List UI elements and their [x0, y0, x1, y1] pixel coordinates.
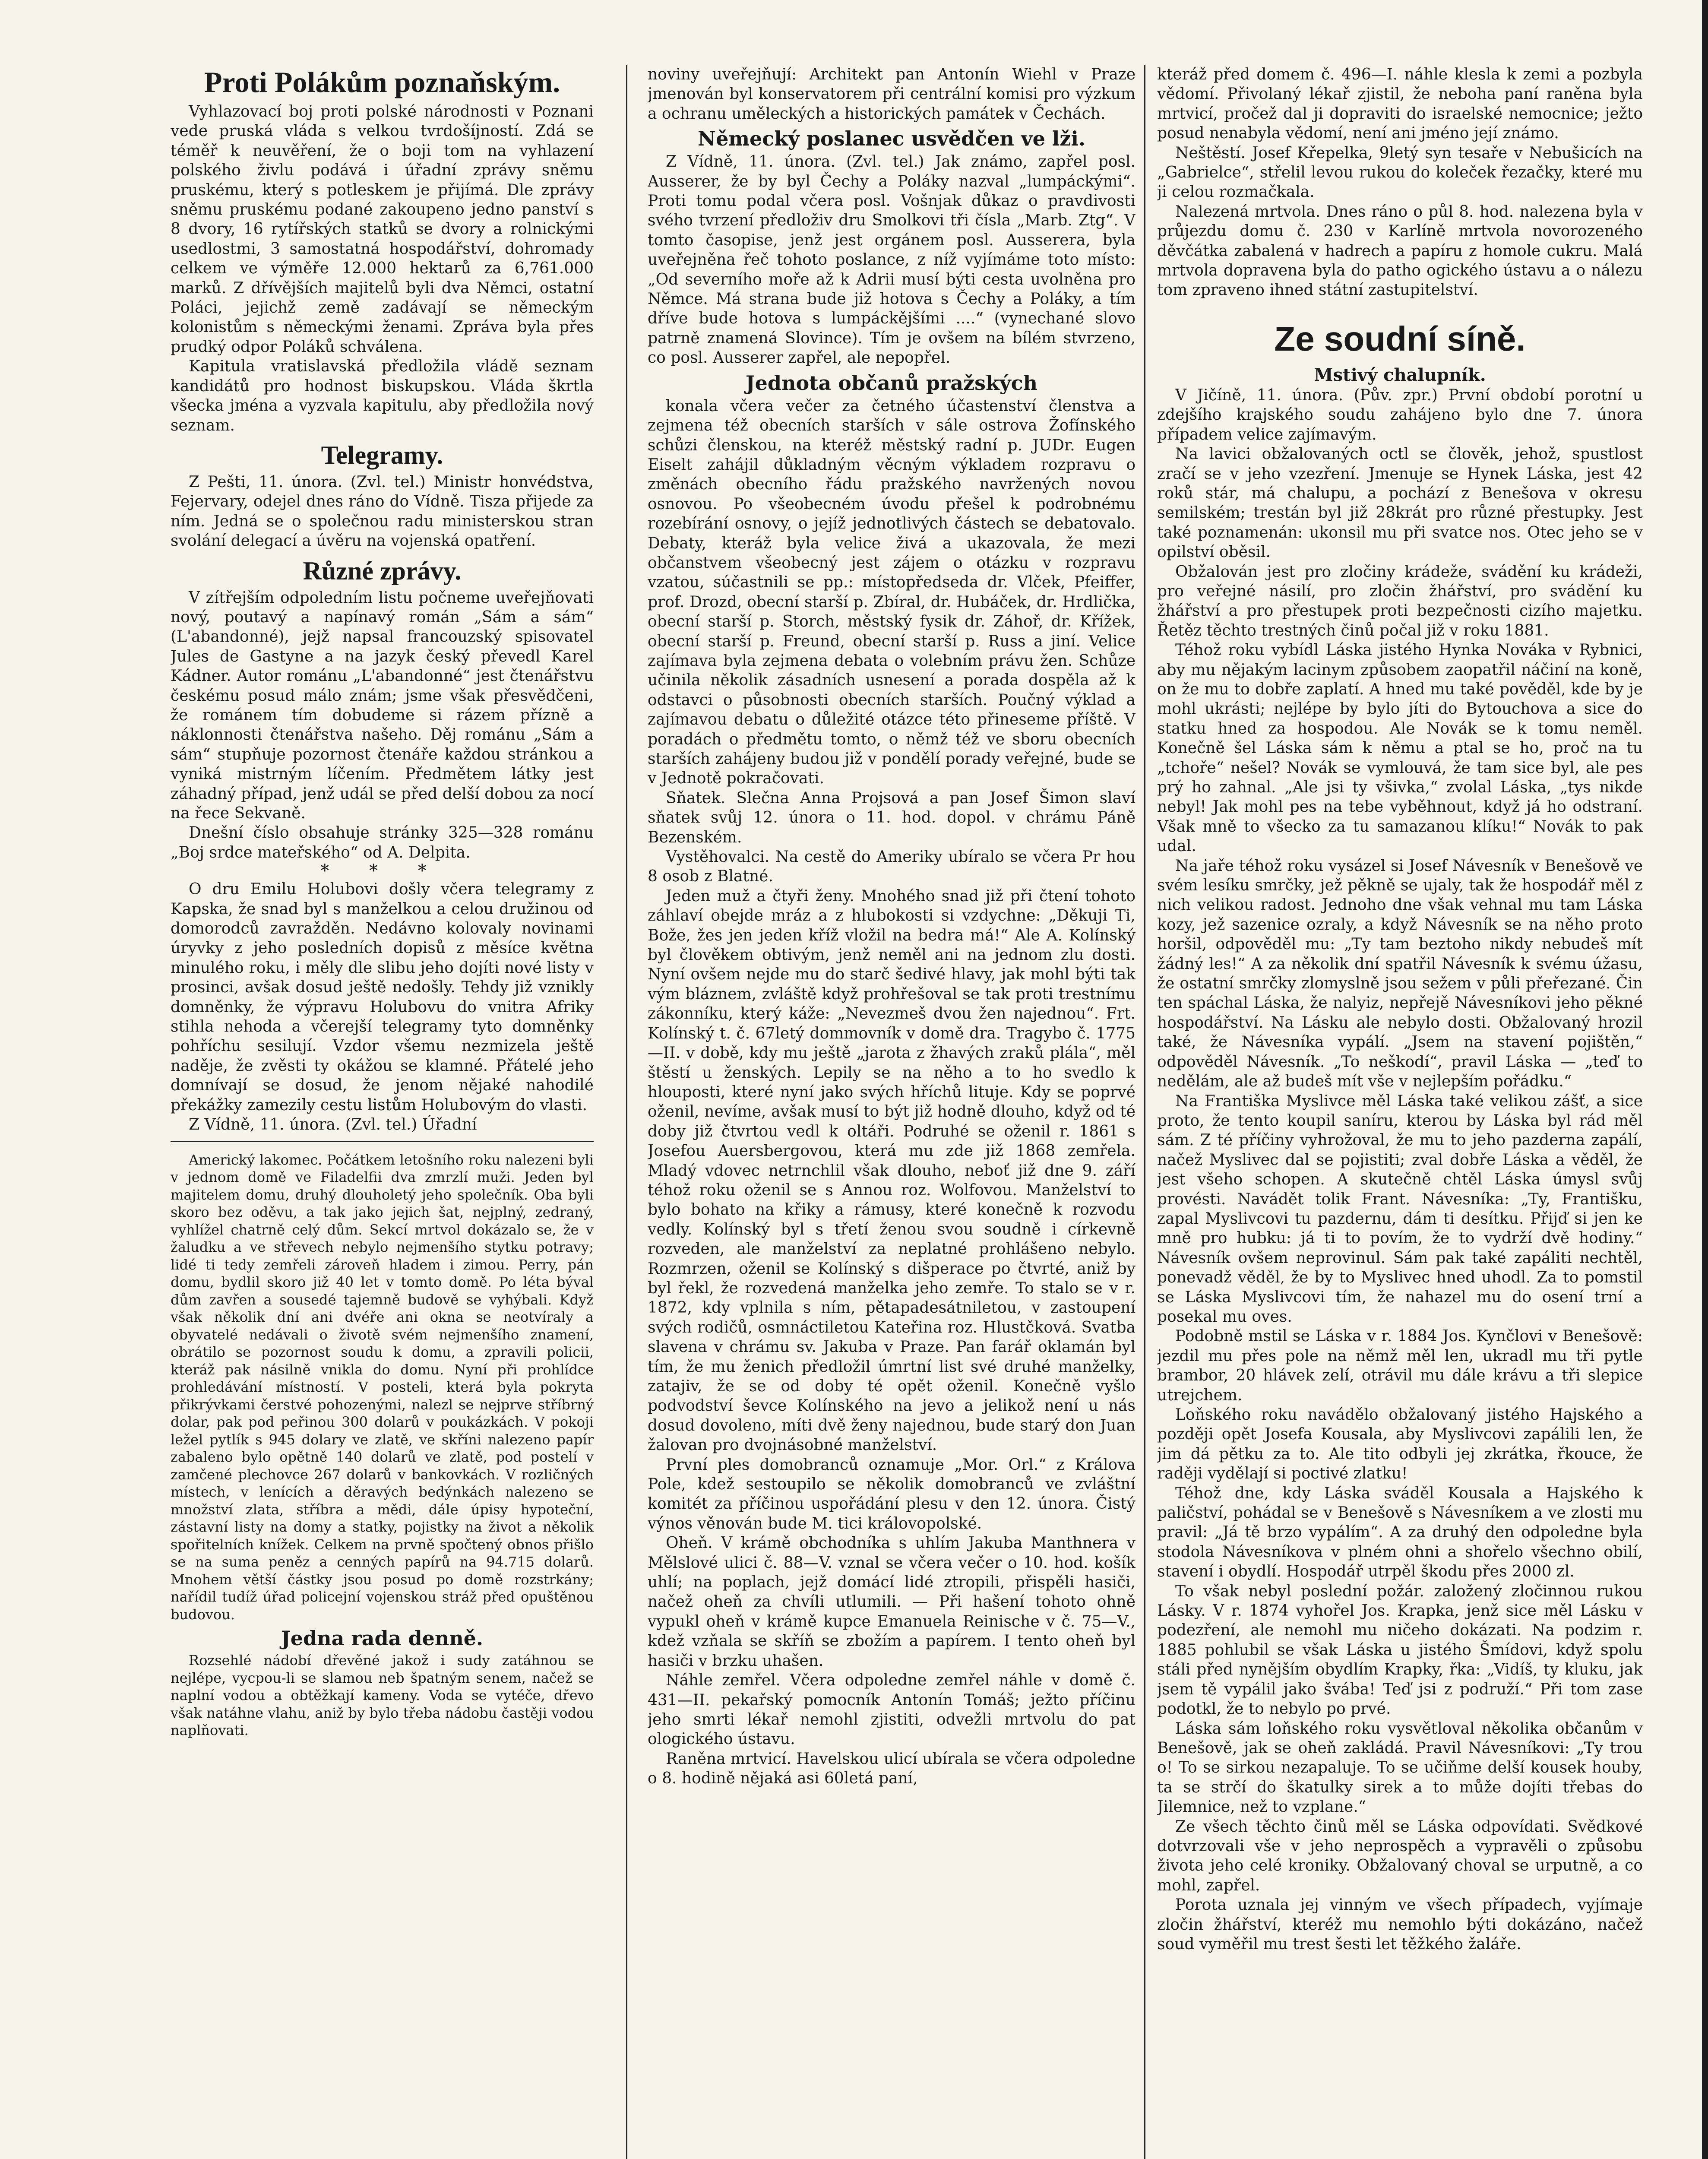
article-paragraph: Na Františka Myslivce měl Láska také velikou zášť, a sice proto, že tento koupil saníru, kterou by Láska byl rád měl sám. Z té příčiny vyhrožoval, že mu to jeho pazderna zapálí, načež Myslivec dal se pojistiti; zval dobře Láska a věděl, že jest všeho schopen. A skutečně chtěl Láska úmysl svůj provésti. Navádět tolik Frant. Návesníka: „Ty, Františku, zapal Myslivcovi tu pazdernu, dám ti desítku. Přijď si jen ke mně pro hubku: já ti to povím, že to vydrží dvě hodiny.“ Návesník ovšem neprovinul. Sám pak také zapáliti nechtěl, ponevadž věděl, že by to Myslivec hned uhodl. Za to pomstil se Láska Myslivcovi tím, že nahazel mu do osení trní a posekal mu oves.: [1157, 1092, 1643, 1326]
scan-edge: [1702, 0, 1708, 2159]
article-paragraph: Dnešní číslo obsahuje stránky 325—328 románu „Boj srdce mateřského“ od A. Delpita.: [171, 824, 594, 861]
article-paragraph: Vyhlazovací boj proti polské národnosti v Poznani vede pruská vláda s velkou tvrdošíjností. Zdá se téměř k neuvěření, že o boji tom na vyhlazení polského živlu podává i úřadní zprávy sněmu pruskému, který s potleskem je přijímá. Dle zprávy sněmu pruskému podané zakoupeno jedno panství s 8 dvory, 16 rytířských statků se dvory a rolnickými usedlostmi, 3 samostatná hospodářství, dohromady celkem ve výměře 12.000 hektarů za 6,761.000 marků. Z dřívějších majitelů byli dva Němci, ostatní Poláci, jejichž země zadávají se německým kolonistům s německými ženami. Zpráva byla přes prudký odpor Poláků schválena.: [171, 103, 594, 356]
article-paragraph: O dru Emilu Holubovi došly včera telegramy z Kapska, že snad byl s manželkou a celou družinou od domorodců zavražděn. Nedávno kolovaly novinami úryvky z jeho posledních dopisů z měsíce května minulého roku, i měly dle slibu jeho dojíti nové listy v prosinci, avšak dosud ještě nedošly. Tehdy již vznikly domněnky, že výpravu Holubovu do vnitra Afriky stihla nehoda a včerejší telegramy tyto domněnky pohříchu sesilují. Vzdor všemu nezmizela ještě naděje, že zvěsti ty okážou se klamné. Přátelé jeho domnívají se dosud, že jenom nějaké nahodilé překážky zamezily cestu listům Holubovým do vlasti.: [171, 880, 594, 1114]
article-paragraph: Na jaře téhož roku vysázel si Josef Návesník v Benešově ve svém lesíku smrčky, jež pěkně se ujaly, tak že hospodář měl z nich velikou radost. Jednoho dne však vehnal mu tam Láska kozy, jež sazenice ozraly, a když Návesník se na něho proto horšil, odpověděl mu: „Ty tam beztoho nikdy nebudeš mít žádný les!“ A za několik dní spatřil Návesník k svému úžasu, že ostatní smrčky zlomyslně jsou sežem v půli přeřezané. Čin ten spáchal Láska, že nalyiz, nepřejě Návesníkovi jeho pěkné hospodářství. Na Lásku ale nebylo dosti. Obžalovaný hrozil také, že Návesníka vypálí. „Jsem na stavení pojištěn,“ odpověděl Návesník. „To neškodí“, pravil Láska — „teď to nedělám, ale až budeš mít vše v nejlepším pořádku.“: [1157, 857, 1643, 1091]
column-middle: [648, 65, 1136, 2159]
column-right: [1157, 65, 1643, 2159]
article-paragraph: Oheň. V krámě obchodníka s uhlím Jakuba Manthnera v Mělslové ulici č. 88—V. vznal se včera večer o 10. hod. košík uhlí; na poplach, jejž domácí lidé ztropili, přispěli hasiči, načež oheň za chvíli utlumili. — Při hašení tohoto ohně vypukl oheň v krámě kupce Emanuela Reinische v č. 75—V., kdež vzňala se skříň se zbožím a papírem. I tento oheň byl hasiči v brzku uhašen.: [648, 1534, 1136, 1670]
article-paragraph: V Jičíně, 11. února. (Pův. zpr.) První období porotní u zdejšího krajského soudu zahájeno bylo dne 7. února případem velice zajímavým.: [1157, 386, 1643, 443]
article-paragraph: Sňatek. Slečna Anna Projsová a pan Josef Šimon slaví sňatek svůj 12. února o 11. hod. dopol. v chrámu Páně Bezenském.: [648, 789, 1136, 846]
article-paragraph: V zítřejším odpoledním listu počneme uveřejňovati nový, poutavý a napínavý román „Sám a sám“ (L'abandonné), jejž napsal francouzský spisovatel Jules de Gastyne a na jazyk český převedl Karel Kádner. Autor románu „L'abandonné“ jest čtenářstvu českému posud málo znám; jsme však přesvědčeni, že románem tím dobudeme si rázem přízně a náklonnosti čtenářstva našeho. Děj románu „Sám a sám“ stupňuje pozornost čtenáře každou stránkou a vyniká mistrným líčením. Předmětem látky jest záhadný případ, jenž udál se před delší dobou za nocí na řece Sekvaně.: [171, 589, 594, 822]
article-paragraph: Jeden muž a čtyři ženy. Mnohého snad již při čtení tohoto záhlaví obejde mráz a z hlubokosti si vzdychne: „Děkuji Ti, Bože, žes jen jeden kříž vložil na bedra má!“ Ale A. Kolínský byl člověkem obtivým, jenž neměl ani na jednom zlu dosti. Nyní ovšem nejde mu do starč šedivé hlavy, jak mohl býti tak vým bláznem, zvláště když prohřešoval se tak proti trestnímu zákonníku, který káže: „Nevezmeš dvou žen najednou“. Frt. Kolínský t. č. 67letý dommovník v domě dra. Tragybo č. 1775—II. v době, kdy mu ještě „jarota z žhavých zraků plála“, měl štěstí u ženských. Lepily se na něho a to ho svedlo k hlouposti, které nyní jako svých hříchů lituje. Kdy se poprvé oženil, nevíme, avšak musí to být již hodně dlouho, když od té doby již čtvrtou vedl k oltáři. Podruhé se oženil r. 1861 s Josefou Auersbergovou, která mu zde již 1868 zemřela. Mladý vdovec netrnchlil však dlouho, neboť již dne 9. září téhož roku oženil se s Annou roz. Wolfovou. Manželství to bylo bohato na křiky a rámusy, které konečně k rozvodu vedly. Kolínský byl s třetí ženou svou soudně i církevně rozveden, ale manželství za neplatné prohlášeno nebylo. Rozmrzen, oženil se Kolínský s dišperace po čtvrté, aniž by byl řekl, že rozvedená manželka jeho zemře. To stalo se v r. 1872, kdy vplnila s ním, pětapadesátniletou, v zastoupení svých rodičů, osmnáctiletou Kateřina roz. Hlustčková. Svatba slavena v chrámu sv. Jakuba v Praze. Pan farář oklamán byl tím, že mu ženich předložil úmrtní list své druhé manželky, zatajiv, že se od doby té opět oženil. Konečně vyšlo podvodství ševce Kolínského na jevo a jelikož není u nás dosud dovoleno, míti dvě ženy najednou, bude starý don Juan žalovan pro dvojnásobné manželství.: [648, 887, 1136, 1454]
column-rule: [626, 65, 627, 2159]
article-paragraph: Obžalován jest pro zločiny krádeže, svádění ku krádeži, pro veřejné násilí, pro zločin žhářství, pro svádění ku žhářství a pro přestupek proti bezpečnosti cizího majetku. Řetěz těchto trestných činů počal již v roku 1881.: [1157, 563, 1643, 639]
headline-telegramy: Telegramy.: [321, 440, 443, 469]
article-paragraph: Ze všech těchto činů měl se Láska odpovídati. Svědkové dotvrzovali vše v jeho neprospěch a vypravěli o způsobu života jeho celé kroniky. Obžalovaný choval se urputně, a co mohl, zapřel.: [1157, 1817, 1643, 1894]
article-paragraph: Nalezená mrtvola. Dnes ráno o půl 8. hod. nalezena byla v průjezdu domu č. 230 v Karlíně mrtvola novorozeného děvčátka zabalená v hadrech a papíru z homole cukru. Malá mrtvola dopravena byla do patho ogického ústavu a o nálezu tom zpraveno ihned státní zastupitelství.: [1157, 203, 1643, 299]
column-left: [171, 65, 594, 2159]
subheadline-chalupnik: Mstivý chalupník.: [1314, 364, 1486, 385]
article-paragraph: Americký lakomec. Počátkem letošního roku nalezeni byli v jednom domě ve Filadelfii dva zmrzlí muži. Jeden byl majitelem domu, druhý dlouholetý jeho společník. Oba byli skoro bez oděvu, a tak jako jejich šat, nejplný, zedraný, vyhlížel chatrně celý dům. Sekcí mrtvol dokázalo se, že v žaludku a ve střevech nebylo nejmenšího stytku potravy; lidé ti tedy zemřeli zároveň hladem i zimou. Perry, pán domu, bydlil skoro již 40 let v tomto domě. Po léta býval dům zavřen a sousedé tajemně budově se vyhýbali. Když však několik dní ani dvéře ani okna se neotvíraly a obyvatelé nedávali o životě svém nejmenšího znamení, obrátilo se pozornost soudu k domu, a zpravili policii, kteráž pak násilně vnikla do domu. Nyní při prohlídce prohledávání místností. V posteli, která byla pokryta přikrývkami čerstvé pohozenými, nalezl se nejprve stříbrný dolar, pak pod peřinou 300 dolarů v poukázkách. V pokoji ležel pytlík s 945 dolary ve zlatě, ve skříni nalezeno papír zabaleno bylo opětně 140 dolarů ve zlatě, pod postelí v zamčené plechovce 267 dolarů v bankovkách. V rozličných místech, v lenících a děravých bedýnkách nalezeno se množství zlata, stříbra a mědi, dále úpisy hypoteční, zástavní listy na domy a statky, pojistky na život a několik spořitelních knížek. Celkem na prvně spočtený obnos přišlo se na suma peněz a cenných papírů na 94.715 dolarů. Mnohem větší částky jsou posud po domě rozstrkány; nařídil tudíž úřad policejní vojenskou stráž před opuštěnou budovou.: [171, 1151, 594, 1623]
article-paragraph: To však nebyl poslední požár. založený zločinnou rukou Lásky. V r. 1874 vyhořel Jos. Krapka, jenž sice měl Lásku v podezření, ale nemohl mu ničeho dokázati. Na podzim r. 1885 pohlubil se však Láska u jistého Šmídovi, když spolu stáli před nynějším obydlím Krapky, řka: „Vidíš, ty kluku, jak jsem tě vypálil jako švába! Teď jsi z podruží.“ Při tom zase podotkl, že to nebylo po prvé.: [1157, 1582, 1643, 1718]
article-paragraph: Kapitula vratislavská předložila vládě seznam kandidátů pro hodnost biskupskou. Vláda škrtla všecka jména a vyzvala kapitulu, aby předložila nový seznam.: [171, 358, 594, 434]
article-paragraph: Loňského roku navádělo obžalovaný jistého Hajského a později opět Josefa Kousala, aby Myslivcovi zapálili len, že jim dá pětku za to. Ale tito odbyli jej zkrátka, řkouce, že raději vydělají si poctivé zlatku!: [1157, 1406, 1643, 1483]
article-paragraph: Raněna mrtvicí. Havelskou ulicí ubírala se včera odpoledne o 8. hodině nějaká asi 60letá paní,: [648, 1750, 1136, 1788]
article-paragraph: První ples domobranců oznamuje „Mor. Orl.“ z Králova Pole, kdež sestoupilo se několik domobranců ve zvláštní komitét za příčinou uspořádání plesu v den 12. února. Čistý výnos věnován bude M. tici královopolské.: [648, 1456, 1136, 1532]
article-paragraph: Z Vídně, 11. února. (Zvl. tel.) Úřadní: [189, 1116, 477, 1134]
article-paragraph: Náhle zemřel. Včera odpoledne zemřel náhle v domě č. 431—II. pekařský pomocník Antonín Tomáš; ježto příčinu jeho smrti lékař nemohl zjistiti, odvežli mrtvolu do pat ologického ústavu.: [648, 1671, 1136, 1748]
article-paragraph: Podobně mstil se Láska v r. 1884 Jos. Kynčlovi v Benešově: jezdil mu přes pole na němž měl len, ukradl mu tři pytle brambor, 20 hlávek zelí, otrávil mu dále krávu a tři slepice utrejchem.: [1157, 1327, 1643, 1404]
column-rule: [1144, 65, 1145, 2159]
headline-nemecky-poslanec: Německý poslanec usvědčen ve lži.: [698, 127, 1085, 151]
headline-jednota: Jednota občanů pražských: [745, 371, 1038, 395]
feuilleton-divider: [171, 1141, 594, 1145]
article-paragraph: Téhož roku vybídl Láska jistého Hynka Nováka v Rybnici, aby mu nějakým lacinym způsobem zaopatřil náčiní na koně, on že mu to dobře zaplatí. A hned mu také pověděl, kde by je mohl ukrásti; nejlépe by bylo jíti do Bytouchova a sice do statku hned za hospodou. Ale Novák se k tomu neměl. Konečně šel Láska sám k němu a ptal se ho, proč na tu „tchoře“ nešel? Novák se vymlouvá, že tam sice byl, ale pes prý ho zahnal. „Ale jsi ty všivka,“ zvolal Láska, „tys nikde nebyl! Jak mohl pes na tebe vyběhnout, když já ho odstraní. Však mně to všecko za tu samazanou klíku!“ Novák to pak udal.: [1157, 641, 1643, 855]
article-paragraph: kteráž před domem č. 496—I. náhle klesla k zemi a pozbyla vědomí. Přivolaný lékař zjistil, že neboha paní raněna byla mrtvicí, pročež dal ji dopraviti do israelské nemocnice; ježto posud nenabyla vědomí, není ani jméno její známo.: [1157, 66, 1643, 142]
article-paragraph: Porota uznala jej vinným ve všech případech, vyjímaje zločin žhářství, kteréž mu nemohlo býti dokázáno, načež soud vyměřil mu trest šesti let těžkého žaláře.: [1157, 1896, 1643, 1953]
article-paragraph: noviny uveřejňují: Architekt pan Antonín Wiehl v Praze jmenován byl konservatorem při centrální komisi pro výzkum a ochranu uměleckých a historických památek v Čechách.: [648, 66, 1136, 123]
section-stars: * * *: [320, 861, 444, 881]
headline-jedna-rada: Jedna rada denně.: [281, 1627, 484, 1650]
headline-ruzne-zpravy: Různé zprávy.: [303, 556, 462, 585]
article-paragraph: Z Vídně, 11. února. (Zvl. tel.) Jak známo, zapřel posl. Ausserer, že by byl Čechy a Poláky nazval „lumpáckými“. Proti tomu podal včera posl. Vošnjak důkaz o pravdivosti svého tvrzení předloživ dru Smolkovi tři čísla „Marb. Ztg“. V tomto časopise, jenž jest orgánem posl. Ausserera, byla uveřejněna řeč tohoto poslance, z níž vyjímáme toto místo: „Od severního moře až k Adrii musí býti cesta uvolněna pro Němce. Má strana bude již hotova s Čechy a Poláky, a tím dříve bude hotova s lumpáckějšími ....“ (vynechané slovo patrně znamená Slovince). Tím je ovšem na bílém stvrzeno, co posl. Ausserer zapřel, ale nepopřel.: [648, 153, 1136, 367]
article-paragraph: konala včera večer za četného účastenství členstva a zejmena též obecních starších v sále ostrova Žofínského schůzi členskou, na kteréž městský radní p. JUDr. Eugen Eiselt zahájil důkladným věcným výkladem rozpravu o změnách obecního řádu pražského navržených novou osnovou. Po všeobecném úvodu přešel k podrobnému rozebírání osnovy, o jejíž jednotlivých částech se debatovalo. Debaty, kteráž byla velice živá a ukazovala, že mezi občanstvem všeobecný jest zájem o otázku v rozpravu vzatou, súčastnili se pp.: místopředseda dr. Vlček, Pfeiffer, prof. Drozd, obecní starší p. Zbíral, dr. Hubáček, dr. Hrdlička, obecní starší p. Storch, městský fysik dr. Záhoř, dr. Křížek, obecní starší p. Freund, obecní starší p. Russ a jiní. Velice zajímava byla zejmena debata o volebním právu žen. Schůze učinila několik zásadních usnesení a porada dospěla až k odstavci o působnosti obecních starších. Poučný výklad a zajímavou debatu o důležité otázce této přineseme příště. V poradách o předmětu tomto, o němž též ve sboru obecních starších zahájeny budou již v pondělí porady veřejné, bude se v Jednotě pokračovati.: [648, 397, 1136, 788]
article-paragraph: Z Pešti, 11. února. (Zvl. tel.) Ministr honvédstva, Fejervary, odejel dnes ráno do Vídně. Tisza přijede za ním. Jedná se o společnou radu ministerskou stran svolání delegací a úvěru na vojenská opatření.: [171, 473, 594, 550]
article-paragraph: Vystěhovalci. Na cestě do Ameriky ubíralo se včera Pr hou 8 osob z Blatné.: [648, 848, 1136, 886]
headline-polaci: Proti Polákům poznaňským.: [204, 66, 560, 98]
article-paragraph: Neštěstí. Josef Křepelka, 9letý syn tesaře v Nebušicích na „Gabrielce“, střelil levou rukou do koleček řezačky, které mu ji celou rozmačkala.: [1157, 144, 1643, 201]
article-paragraph: Láska sám loňského roku vysvětloval několika občanům v Benešově, jak se oheň zakládá. Pravil Návesníkovi: „Ty trou o! To se sirkou nezapaluje. To se učiňme delší kousek houby, ta se strčí do škatulky sirek a to může dojíti třebas do Jilemnice, než to vzplane.“: [1157, 1719, 1643, 1816]
article-paragraph: Téhož dne, kdy Láska sváděl Kousala a Hajského k paličství, pohádal se v Benešově s Návesníkem a ve zlosti mu pravil: „Já tě brzo vypálím“. A za druhý den odpoledne byla stodola Návesníkova v plném ohni a shořelo všechno obilí, stavení i obydlí. Hospodář utrpěl škodu přes 2000 zl.: [1157, 1484, 1643, 1581]
headline-soudni-sin: Ze soudní síně.: [1274, 319, 1526, 358]
article-paragraph: Na lavici obžalovaných octl se člověk, jehož, spustlost zračí se v jeho vzezření. Jmenuje se Hynek Láska, jest 42 roků stár, má chalupu, a pochází z Benešova v okresu semilském; trestán byl již 28krát pro různé přestupky. Jest také poznamenán: ukonsil mu při svatce nos. Otec jeho se v opilství oběsil.: [1157, 445, 1643, 561]
article-paragraph: Rozsehlé nádobí dřevěné jakož i sudy zatáhnou se nejlépe, vycpou-li se slamou neb špatným senem, načež se naplní vodou a obtěžkají kameny. Voda se vytéče, dřevo však natáhne vlahu, aniž by bylo třeba nádobu častěji vodou naplňovati.: [171, 1652, 594, 1738]
